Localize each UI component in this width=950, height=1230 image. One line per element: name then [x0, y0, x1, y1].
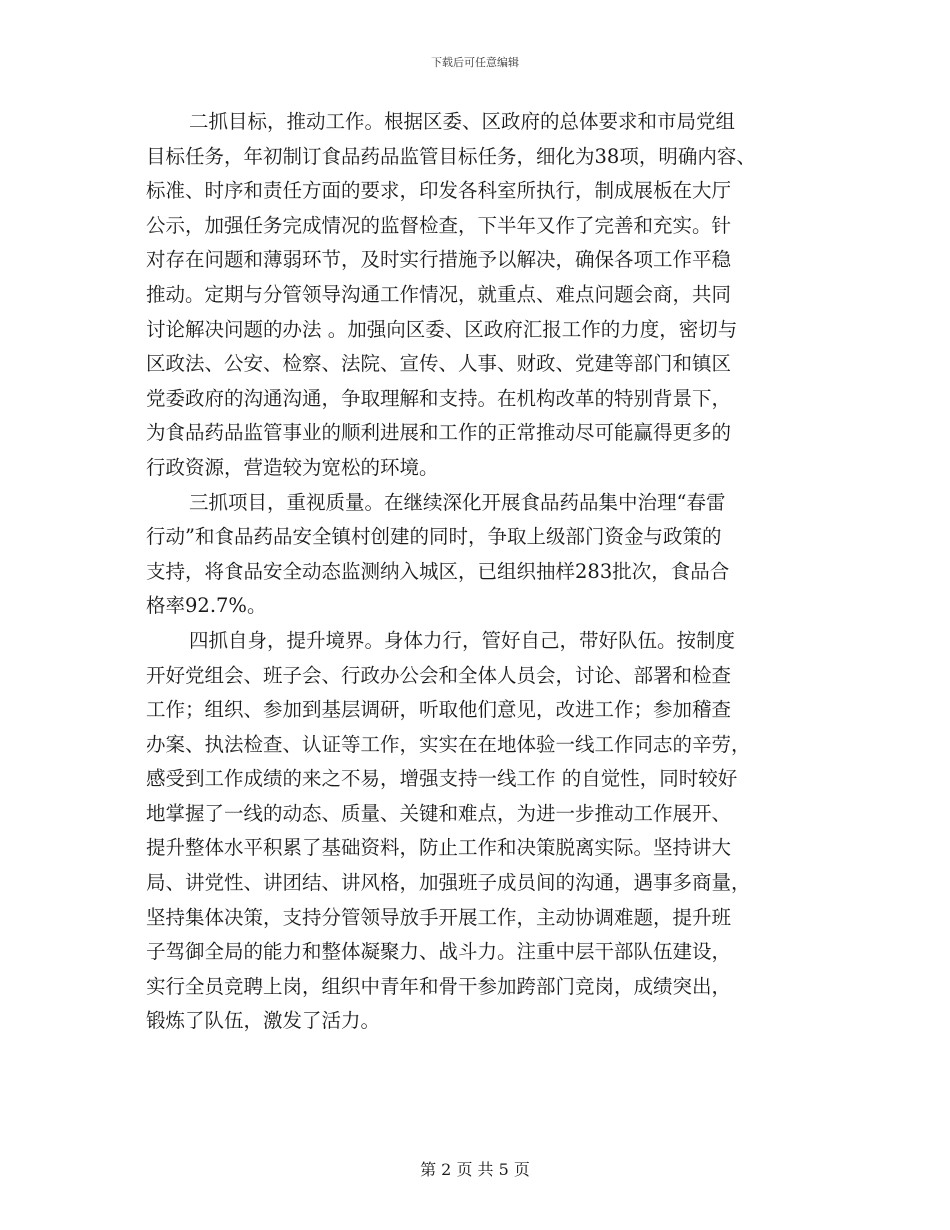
- text-line: 标准、时序和责任方面的要求，印发各科室所执行，制成展板在大厅: [146, 179, 732, 203]
- text-line: 子驾御全局的能力和整体凝聚力、战斗力。注重中层干部队伍建设，: [146, 940, 732, 964]
- text-line: 公示，加强任务完成情况的监督检查，下半年又作了完善和充实。针: [146, 213, 732, 237]
- text-line: 地掌握了一线的动态、质量、关键和难点，为进一步推动工作展开、: [146, 801, 732, 825]
- text-line: 二抓目标，推动工作。根据区委、区政府的总体要求和市局党组: [189, 110, 736, 133]
- text-line: 区政法、公安、检察、法院、宣传、人事、财政、党建等部门和镇区: [146, 352, 732, 376]
- text-line: 推动。定期与分管领导沟通工作情况，就重点、难点问题会商，共同: [146, 282, 732, 306]
- text-line: 提升整体水平积累了基础资料，防止工作和决策脱离实际。坚持讲大: [146, 836, 732, 860]
- paragraph-goals: [146, 105, 814, 486]
- text-line: 三抓项目，重视质量。在继续深化开展食品药品集中治理“春雷: [189, 490, 726, 514]
- text-line: 工作；组织、参加到基层调研，听取他们意见，改进工作；参加稽查: [146, 698, 732, 722]
- text-line: 办案、执法检查、认证等工作，实实在在地体验一线工作同志的辛劳，: [146, 732, 751, 756]
- text-line: 开好党组会、班子会、行政办公会和全体人员会，讨论、部署和检查: [146, 663, 732, 687]
- text-line: 锻炼了队伍，激发了活力。: [146, 1009, 381, 1033]
- text-line: 坚持集体决策，支持分管领导放手开展工作，主动协调难题，提升班: [146, 905, 732, 929]
- page-number: 第 2 页 共 5 页: [420, 1160, 530, 1179]
- text-line: 讨论解决问题的办法 。加强向区委、区政府汇报工作的力度，密切与: [146, 317, 738, 341]
- text-line: 感受到工作成绩的来之不易，增强支持一线工作 的自觉性，同时较好: [146, 767, 738, 791]
- text-line: 行政资源，营造较为宽松的环境。: [146, 455, 439, 479]
- text-line: 格率92.7%。: [146, 594, 267, 618]
- text-line: 局、讲党性、讲团结、讲风格，加强班子成员间的沟通，遇事多商量，: [146, 871, 751, 895]
- text-line: 为食品药品监管事业的顺利进展和工作的正常推动尽可能赢得更多的: [146, 421, 732, 445]
- text-line: 四抓自身，提升境界。身体力行，管好自己，带好队伍。按制度: [189, 628, 736, 652]
- text-line: 目标任务，年初制订食品药品监管目标任务，细化为38项，明确内容、: [146, 144, 756, 168]
- paragraph-self: [146, 624, 814, 1039]
- text-line: 支持，将食品安全动态监测纳入城区，已组织抽样283批次，食品合: [146, 559, 730, 583]
- document-body: [146, 105, 814, 1039]
- page-header: 下载后可任意编辑: [431, 56, 519, 69]
- text-line: 对存在问题和薄弱环节，及时实行措施予以解决，确保各项工作平稳: [146, 248, 732, 272]
- text-line: 实行全员竞聘上岗，组织中青年和骨干参加跨部门竞岗，成绩突出，: [146, 974, 732, 998]
- paragraph-projects: [146, 486, 814, 624]
- text-line: 行动”和食品药品安全镇村创建的同时，争取上级部门资金与政策的: [146, 525, 722, 549]
- text-line: 党委政府的沟通沟通，争取理解和支持。在机构改革的特别背景下，: [146, 386, 732, 410]
